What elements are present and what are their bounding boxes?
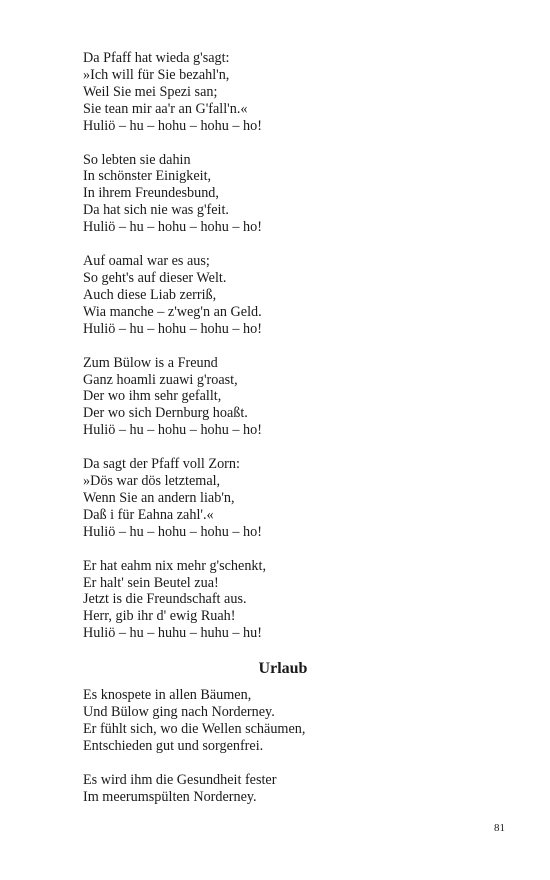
poem-continued [83,50,483,642]
poem-urlaub [83,659,483,805]
verse-line: Da Pfaff hat wieda g'sagt: [83,50,230,66]
text-column [83,50,483,823]
verse-line: So geht's auf dieser Welt. [83,269,227,286]
stanza [83,152,483,237]
verse-line: »Ich will für Sie bezahl'n, [83,66,230,83]
verse-line: Zum Bülow is a Freund [83,354,218,371]
refrain-line: Huliö – hu – huhu – huhu – hu! [83,625,262,642]
verse-line: Jetzt is die Freundschaft aus. [83,591,247,608]
verse-line: Herr, gib ihr d' ewig Ruah! [83,608,236,625]
verse-line: Ganz hoamli zuawi g'roast, [83,371,238,388]
verse-line: Im meerumspülten Norderney. [83,788,257,805]
verse-line: In ihrem Freundesbund, [83,185,219,202]
verse-line: Der wo ihm sehr gefallt, [83,388,222,405]
verse-line: Und Bülow ging nach Norderney. [83,704,275,721]
stanza [83,50,483,135]
refrain-line: Huliö – hu – hohu – hohu – ho! [83,320,262,337]
refrain-line: Huliö – hu – hohu – hohu – ho! [83,117,262,134]
verse-line: Er halt' sein Beutel zua! [83,574,219,591]
verse-line: Wia manche – z'weg'n an Geld. [83,303,262,320]
page-number: 81 [494,822,505,834]
refrain-line: Huliö – hu – hohu – hohu – ho! [83,422,262,439]
stanza [83,355,483,440]
verse-line: Es knospete in allen Bäumen, [83,687,252,704]
stanza [83,687,483,755]
stanza [83,253,483,338]
verse-line: Der wo sich Dernburg hoaßt. [83,405,248,422]
verse-line: Weil Sie mei Spezi san; [83,83,218,100]
refrain-line: Huliö – hu – hohu – hohu – ho! [83,523,262,540]
stanza [83,558,483,643]
verse-line: Da hat sich nie was g'feit. [83,202,229,219]
stanza [83,772,483,806]
verse-line: Wenn Sie an andern liab'n, [83,489,235,506]
verse-line: »Dös war dös letztemal, [83,473,221,490]
verse-line: Er hat eahm nix mehr g'schenkt, [83,557,266,574]
verse-line: Da sagt der Pfaff voll Zorn: [83,456,240,473]
verse-line: In schönster Einigkeit, [83,168,212,185]
verse-line: Entschieden gut und sorgenfrei. [83,737,264,754]
refrain-line: Huliö – hu – hohu – hohu – ho! [83,219,262,236]
poem-title: Urlaub [258,660,308,678]
verse-line: Daß i für Eahna zahl'.« [83,506,214,523]
stanza [83,456,483,541]
verse-line: Es wird ihm die Gesundheit fester [83,771,277,788]
verse-line: Sie tean mir aa'r an G'fall'n.« [83,100,248,117]
verse-line: Er fühlt sich, wo die Wellen schäumen, [83,721,306,737]
verse-line: Auch diese Liab zerriß, [83,286,217,303]
verse-line: So lebten sie dahin [83,151,191,168]
verse-line: Auf oamal war es aus; [83,253,210,270]
